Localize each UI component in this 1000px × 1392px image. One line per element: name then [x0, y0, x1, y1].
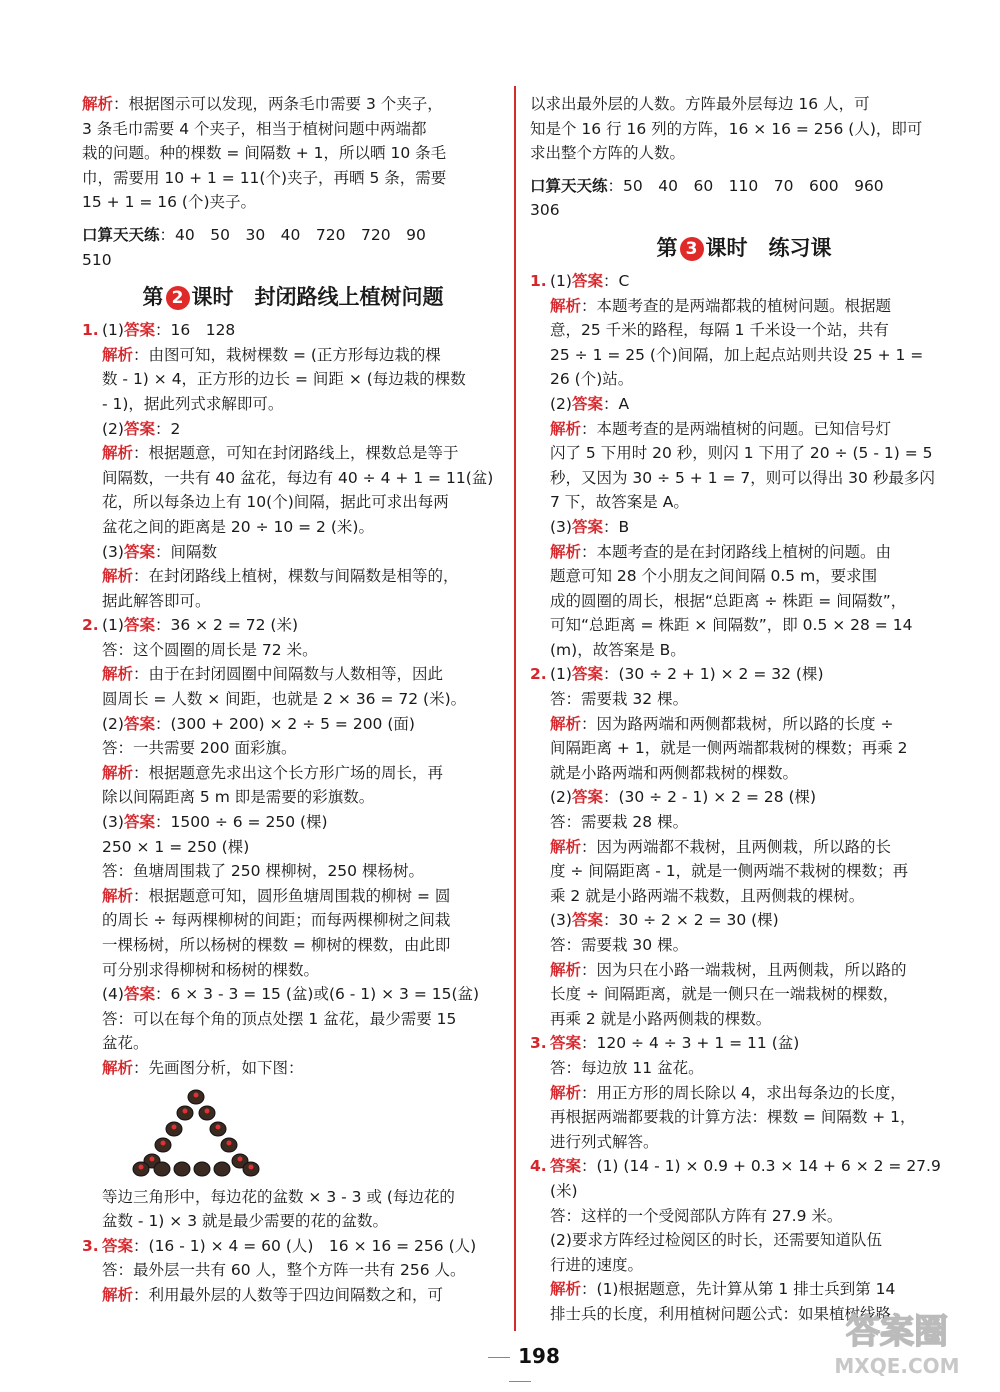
analysis-label: 解析 — [102, 567, 134, 586]
question-number: 4. — [530, 1157, 547, 1176]
text: ：先画图分析，如下图： — [133, 1058, 304, 1077]
mental-math-values-2: 306 — [530, 201, 560, 220]
text: 可分别求得柳树和杨树的棵数。 — [102, 960, 320, 979]
analysis-label: 解析 — [550, 837, 582, 856]
text: ：根据题意可知，圆形鱼塘周围栽的柳树 = 圆 — [133, 886, 451, 905]
answer-label: 答案 — [571, 788, 603, 807]
question-2 — [530, 662, 958, 1031]
mental-math-values: ：40 50 30 40 720 720 90 — [159, 225, 426, 244]
mental-math-values-2: 510 — [82, 250, 112, 269]
answer-text: ：B — [602, 517, 630, 536]
answer-label: 答案 — [123, 616, 155, 635]
answer-text: (米) — [550, 1181, 578, 1200]
text: 盆数 - 1) × 3 就是最少需要的花的盆数。 — [102, 1212, 388, 1231]
sub-label: (3) — [550, 517, 572, 536]
text: 一棵杨树，所以杨树的棵数 = 柳树的棵数，由此即 — [102, 936, 451, 954]
answer-text: ：(300 + 200) × 2 ÷ 5 = 200 (面) — [154, 714, 415, 733]
text: - 1)，据此列式求解即可。 — [102, 394, 284, 413]
analysis-label: 解析 — [102, 763, 134, 782]
text: 成的圆圈的周长，根据“总距离 ÷ 株距 = 间隔数”， — [550, 591, 907, 610]
text: ：在封闭路线上植树，棵数与间隔数是相等的， — [133, 567, 459, 586]
text: 就是小路两端和两侧都栽树的棵数。 — [550, 763, 799, 782]
page-number-text: 198 — [518, 1344, 560, 1368]
answer-text: ：(30 ÷ 2 + 1) × 2 = 32 (棵) — [602, 665, 824, 684]
answer-label: 答案 — [123, 321, 155, 340]
text: 进行列式解答。 — [550, 1132, 659, 1151]
sub-label: (1) — [550, 665, 572, 684]
text: 长度 ÷ 间隔距离，就是一侧只在一端栽树的棵数， — [550, 985, 899, 1004]
answer-text: ：16 128 — [154, 321, 236, 340]
sub-label: (2) — [550, 394, 572, 413]
answer-text: ：C — [602, 271, 630, 290]
text: ：本题考查的是在封闭路线上植树的问题。由 — [581, 542, 892, 561]
answer-label: 答案 — [123, 813, 155, 832]
lesson-title — [530, 233, 958, 263]
text: 25 ÷ 1 = 25 (个)间隔，加上起点站则共设 25 + 1 = — [550, 345, 924, 364]
answer-statement: 答：需要栽 32 棵。 — [550, 690, 689, 709]
text: ：(1)根据题意，先计算从第 1 排士兵到第 14 — [581, 1280, 896, 1299]
answer-statement: 答：需要栽 30 棵。 — [550, 936, 689, 954]
text: 再根据两端都要栽的计算方法：棵数 = 间隔数 + 1， — [550, 1108, 916, 1127]
sub-label: (3) — [550, 911, 572, 930]
analysis-label: 解析 — [550, 419, 582, 438]
question-number: 2. — [82, 616, 99, 635]
watermark-logo — [812, 1301, 982, 1381]
question-1 — [82, 318, 504, 613]
text: 圆周长 = 人数 × 间距，也就是 2 × 36 = 72 (米)。 — [102, 690, 467, 709]
analysis-label: 解析 — [102, 1058, 134, 1077]
answer-statement: 答：鱼塘周围栽了 250 棵柳树，250 棵杨树。 — [102, 862, 424, 881]
answer-text: ：(30 ÷ 2 - 1) × 2 = 28 (棵) — [602, 788, 817, 807]
answer-text: ：30 ÷ 2 × 2 = 30 (棵) — [602, 911, 779, 930]
answer-statement: 答：这个圆圈的周长是 72 米。 — [102, 640, 318, 659]
mental-math — [530, 174, 958, 199]
question-number: 3. — [530, 1034, 547, 1053]
text: 据此解答即可。 — [102, 591, 211, 610]
answer-text: ：6 × 3 - 3 = 15 (盆)或(6 - 1) × 3 = 15(盆) — [154, 985, 480, 1004]
text: 以求出最外层的人数。方阵最外层每边 16 人，可 — [530, 95, 870, 113]
answer-statement: 盆花。 — [102, 1034, 149, 1053]
analysis-label: 解析 — [550, 296, 582, 315]
sub-label: (2) — [102, 419, 124, 438]
answer-text: ：2 — [154, 419, 181, 438]
analysis-label: 解析 — [550, 714, 582, 733]
text: 题意可知 28 个小朋友之间间隔 0.5 m，要求围 — [550, 567, 878, 586]
text: 花，所以每条边上有 10(个)间隔，据此可求出每两 — [102, 493, 449, 512]
text: ：本题考查的是两端都栽的植树问题。根据题 — [581, 296, 892, 315]
sub-label: (4) — [102, 985, 124, 1004]
text: 秒，又因为 30 ÷ 5 + 1 = 7，则可以得出 30 秒最多闪 — [550, 468, 935, 487]
text: ：本题考查的是两端植树的问题。已知信号灯 — [581, 419, 892, 438]
lesson-number-badge: 3 — [680, 237, 704, 261]
sub-label: (2) — [550, 788, 572, 807]
answer-text: ：36 × 2 = 72 (米) — [154, 616, 298, 635]
analysis-label: 解析 — [102, 444, 134, 463]
text: 等边三角形中，每边花的盆数 × 3 - 3 或 (每边花的 — [102, 1187, 455, 1206]
mental-math-label: 口算天天练 — [530, 176, 608, 195]
answer-text: 250 × 1 = 250 (棵) — [102, 837, 250, 856]
mental-math-values: ：50 40 60 110 70 600 960 — [607, 176, 884, 195]
lesson-number-badge: 2 — [166, 286, 190, 310]
answer-statement: 答：一共需要 200 面彩旗。 — [102, 739, 297, 758]
lesson-prefix: 第 — [142, 285, 164, 310]
question-number: 3. — [82, 1236, 99, 1255]
question-3 — [82, 1234, 504, 1308]
analysis-label: 解析 — [550, 960, 582, 979]
analysis-label: 解析 — [102, 1285, 134, 1304]
text: 26 (个)站。 — [550, 370, 634, 389]
text: ：用正方形的周长除以 4，求出每条边的长度， — [581, 1083, 906, 1102]
text: (m)，故答案是 B。 — [550, 640, 686, 659]
answer-text: ：120 ÷ 4 ÷ 3 + 1 = 11 (盆) — [581, 1034, 800, 1053]
text: 知是个 16 行 16 列的方阵，16 × 16 = 256 (人)，即可 — [530, 119, 923, 138]
text: 求出整个方阵的人数。 — [530, 144, 686, 163]
answer-statement: 答：需要栽 28 棵。 — [550, 813, 689, 832]
answer-statement: 答：最外层一共有 60 人，整个方阵一共有 256 人。 — [102, 1261, 466, 1280]
question-2 — [82, 613, 504, 1233]
sub-label: (2) — [102, 714, 124, 733]
answer-text: ：(1) (14 - 1) × 0.9 + 0.3 × 14 + 6 × 2 = 27.9 — [581, 1157, 941, 1176]
answer-label: 答案 — [123, 714, 155, 733]
answer-statement: 答：可以在每个角的顶点处摆 1 盆花，最少需要 15 — [102, 1009, 457, 1028]
question-1 — [530, 269, 958, 663]
text: ：因为路两端和两侧都栽树，所以路的长度 ÷ — [581, 714, 894, 733]
analysis-label: 解析 — [550, 1083, 582, 1102]
text: ：由于在封闭圆圈中间隔数与人数相等，因此 — [133, 665, 444, 684]
answer-label: 答案 — [571, 665, 603, 684]
text: ：因为只在小路一端栽树，且两侧栽，所以路的 — [581, 960, 907, 979]
watermark-text: 答案圈 — [846, 1312, 948, 1352]
answer-label: 答案 — [550, 1034, 582, 1053]
paragraph: 3 条毛巾需要 4 个夹子，相当于植树问题中两端都 — [82, 119, 427, 138]
text: ：利用最外层的人数等于四边间隔数之和，可 — [133, 1285, 444, 1304]
watermark-url: MXQE.COM — [834, 1354, 960, 1378]
sub-label: (1) — [102, 321, 124, 340]
text: 闪了 5 下用时 20 秒，则闪 1 下用了 20 ÷ (5 - 1) = 5 — [550, 444, 933, 463]
lesson-title-text: 课时 封闭路线上植树问题 — [191, 285, 444, 310]
text: 间隔距离 + 1，就是一侧两端都栽树的棵数；再乘 2 — [550, 739, 908, 758]
text: ：根据题意先求出这个长方形广场的周长，再 — [133, 763, 444, 782]
text: 排士兵的长度，利用植树问题公式：如果植树线路 — [550, 1304, 892, 1323]
sub-label: (1) — [102, 616, 124, 635]
text: 盆花之间的距离是 20 ÷ 10 = 2 (米)。 — [102, 517, 374, 536]
text: 间隔数，一共有 40 盆花，每边有 40 ÷ 4 + 1 = 11(盆) — [102, 468, 494, 487]
text: ：因为两端都不栽树，且两侧栽，所以路的长 — [581, 837, 892, 856]
lesson-prefix: 第 — [656, 235, 678, 260]
page-number — [470, 1344, 570, 1392]
lesson-title-text: 课时 练习课 — [705, 235, 832, 260]
column-divider — [514, 86, 516, 1331]
answer-label: 答案 — [123, 985, 155, 1004]
answer-label: 答案 — [550, 1157, 582, 1176]
analysis-label: 解析 — [102, 886, 134, 905]
text: 可知“总距离 = 株距 × 间隔数”，即 0.5 × 28 = 14 — [550, 616, 913, 635]
paragraph: 15 + 1 = 16 (个)夹子。 — [82, 193, 257, 212]
sub-label: (3) — [102, 813, 124, 832]
mental-math — [82, 223, 504, 248]
text: 除以间隔距离 5 m 即是需要的彩旗数。 — [102, 788, 375, 807]
answer-label: 答案 — [102, 1236, 134, 1255]
paragraph: 栽的问题。种的棵数 = 间隔数 + 1，所以晒 10 条毛 — [82, 144, 447, 163]
analysis-label: 解析 — [82, 95, 114, 113]
sub-label: (3) — [102, 542, 124, 561]
analysis-label: 解析 — [102, 665, 134, 684]
right-column — [530, 92, 958, 1327]
sub-label: (1) — [550, 271, 572, 290]
text: 意，25 千米的路程，每隔 1 千米设一个站，共有 — [550, 321, 889, 340]
text: 度 ÷ 间隔距离 - 1，就是一侧两端不栽树的棵数；再 — [550, 862, 909, 881]
mental-math-label: 口算天天练 — [82, 225, 160, 244]
text: (2)要求方阵经过检阅区的时长，还需要知道队伍 — [550, 1231, 882, 1250]
answer-label: 答案 — [571, 911, 603, 930]
text: 数 - 1) × 4，正方形的边长 = 间距 × (每边栽的棵数 — [102, 370, 466, 389]
answer-text: ：1500 ÷ 6 = 250 (棵) — [154, 813, 328, 832]
text: 7 下，故答案是 A。 — [550, 493, 689, 512]
paragraph — [82, 92, 504, 117]
analysis-label: 解析 — [550, 1280, 582, 1299]
answer-statement: 答：这样的一个受阅部队方阵有 27.9 米。 — [550, 1206, 843, 1225]
question-number: 2. — [530, 665, 547, 684]
text: 行进的速度。 — [550, 1255, 644, 1274]
text: 乘 2 就是小路两端不栽数，且两侧栽的棵树。 — [550, 886, 865, 905]
analysis-label: 解析 — [550, 542, 582, 561]
flower-triangle-diagram — [126, 1087, 266, 1179]
lesson-title — [82, 282, 504, 312]
question-number: 1. — [82, 321, 99, 340]
text: ：由图可知，栽树棵数 = (正方形每边栽的棵 — [133, 345, 441, 364]
answer-label: 答案 — [571, 517, 603, 536]
answer-statement: 答：每边放 11 盆花。 — [550, 1058, 704, 1077]
question-3 — [530, 1031, 958, 1154]
question-number: 1. — [530, 271, 547, 290]
text: ：根据图示可以发现，两条毛巾需要 3 个夹子， — [113, 95, 443, 113]
analysis-label: 解析 — [102, 345, 134, 364]
answer-label: 答案 — [571, 394, 603, 413]
answer-text: ：A — [602, 394, 630, 413]
answer-text: ：(16 - 1) × 4 = 60 (人) 16 × 16 = 256 (人) — [133, 1236, 477, 1255]
text: ：根据题意，可知在封闭路线上，棵数总是等于 — [133, 444, 459, 463]
text: 的周长 ÷ 每两棵柳树的间距；而每两棵柳树之间栽 — [102, 911, 451, 930]
left-column — [82, 92, 504, 1308]
answer-label: 答案 — [571, 271, 603, 290]
text: 再乘 2 就是小路两侧栽的棵数。 — [550, 1009, 772, 1028]
answer-text: ：间隔数 — [154, 542, 217, 561]
answer-label: 答案 — [123, 419, 155, 438]
paragraph: 巾，需要用 10 + 1 = 11(个)夹子，再晒 5 条，需要 — [82, 168, 447, 187]
answer-label: 答案 — [123, 542, 155, 561]
